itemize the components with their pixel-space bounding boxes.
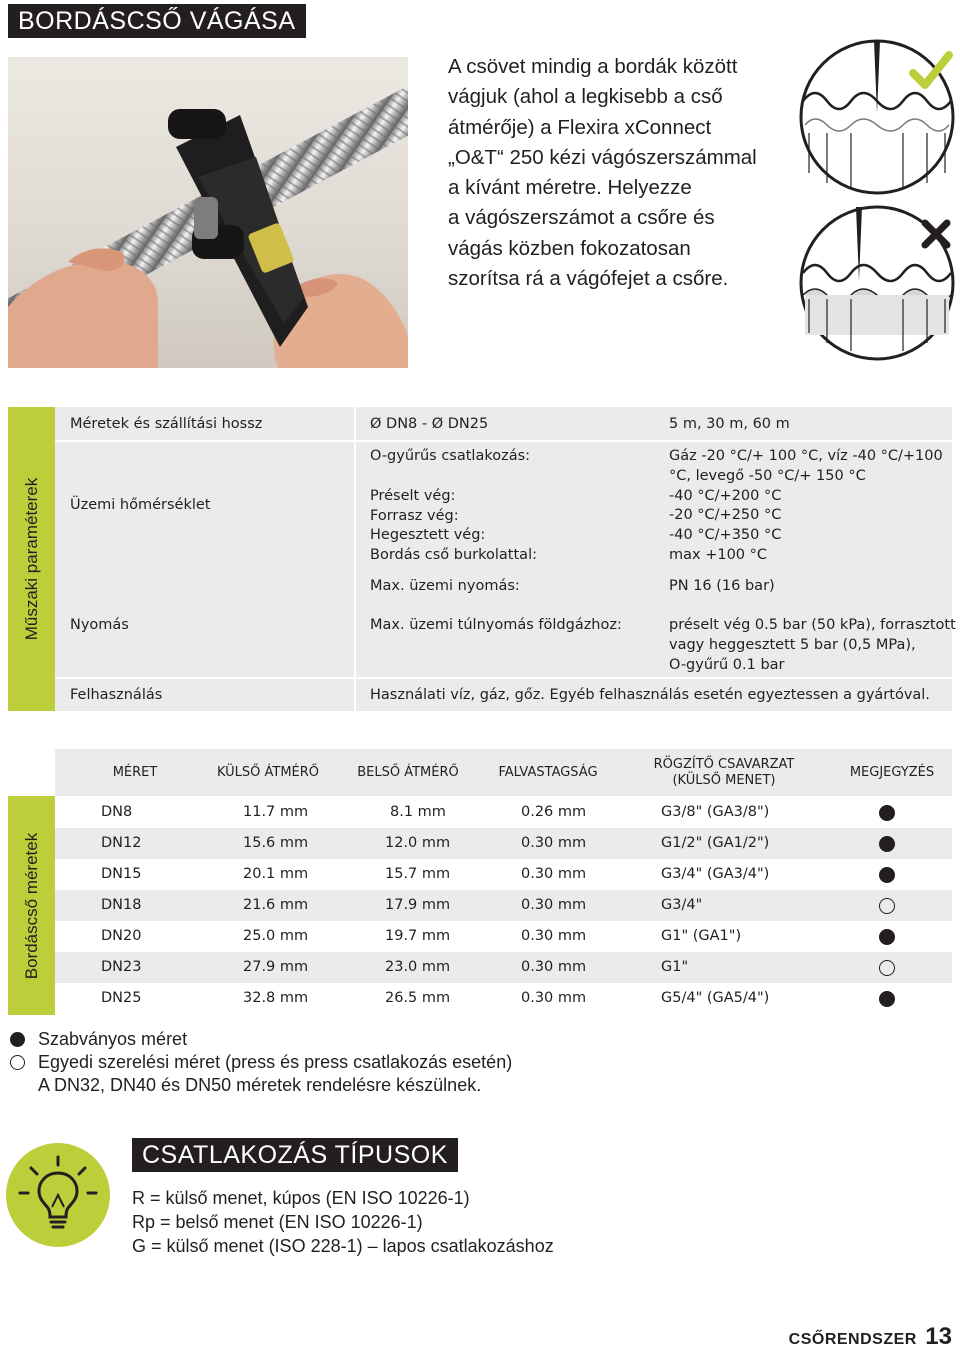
legend-note: A DN32, DN40 és DN50 méretek rendelésre készülnek. xyxy=(38,1075,482,1095)
table-row xyxy=(55,890,952,921)
temperature-item: Préselt vég: xyxy=(370,487,456,504)
table-row xyxy=(55,921,952,952)
cell-size: DN8 xyxy=(101,804,133,820)
cell-thread: G5/4" (GA5/4") xyxy=(661,990,770,1006)
cell-wall: 0.30 mm xyxy=(521,990,587,1006)
tech-side-label: Műszaki paraméterek xyxy=(21,477,41,641)
row-divider xyxy=(55,677,952,679)
connection-type-line: R = külső menet, kúpos (EN ISO 10226-1) xyxy=(132,1188,470,1208)
legend-custom-text: Egyedi szerelési méret (press és press csatlakozás esetén) xyxy=(38,1052,513,1072)
pressure-gas-value: vagy heggesztett 5 bar (0,5 MPa), xyxy=(669,636,916,653)
pressure-gas-value: O-gyűrű 0.1 bar xyxy=(669,656,785,673)
size-range: Ø DN8 - Ø DN25 xyxy=(370,416,489,432)
cell-size: DN23 xyxy=(101,959,142,975)
temperature-value: °C, levegő -50 °C/+ 150 °C xyxy=(669,467,866,484)
table-row xyxy=(55,952,952,983)
intro-line: átmérője) a Flexira xConnect xyxy=(448,115,712,139)
table-row xyxy=(55,828,952,859)
header-wall-thickness: FALVASTAGSÁG xyxy=(498,765,598,780)
cell-outer: 11.7 mm xyxy=(243,804,309,820)
correct-cut-diagram xyxy=(801,41,953,193)
cut-position-diagram xyxy=(797,33,957,363)
cell-size: DN15 xyxy=(101,866,142,882)
connection-types-list xyxy=(132,1186,554,1258)
table-row xyxy=(55,797,952,828)
cell-thread: G3/8" (GA3/8") xyxy=(661,804,770,820)
cell-outer: 15.6 mm xyxy=(243,835,309,851)
connection-type-line: Rp = belső menet (EN ISO 10226-1) xyxy=(132,1212,423,1232)
size-lengths: 5 m, 30 m, 60 m xyxy=(669,416,790,432)
cell-wall: 0.30 mm xyxy=(521,835,587,851)
intro-line: vágás közben fokozatosan xyxy=(448,236,691,260)
cell-inner: 8.1 mm xyxy=(390,804,446,820)
custom-size-circle-icon xyxy=(879,960,895,976)
standard-size-dot-icon xyxy=(10,1032,25,1047)
legend-standard-text: Szabványos méret xyxy=(38,1029,188,1049)
column-divider xyxy=(354,407,356,711)
cell-outer: 25.0 mm xyxy=(243,928,309,944)
cell-outer: 32.8 mm xyxy=(243,990,309,1006)
header-thread-line: (KÜLSŐ MENET) xyxy=(672,773,776,788)
temperature-item: O-gyűrűs csatlakozás: xyxy=(370,448,531,464)
temperature-value: -40 °C/+350 °C xyxy=(669,527,782,544)
footer-brand: CSŐRENDSZER xyxy=(788,1331,917,1348)
cell-inner: 19.7 mm xyxy=(385,928,451,944)
cell-wall: 0.30 mm xyxy=(521,897,587,913)
cell-wall: 0.30 mm xyxy=(521,866,587,882)
header-thread xyxy=(649,757,799,789)
standard-size-dot-icon xyxy=(879,805,895,821)
standard-size-dot-icon xyxy=(879,929,895,945)
temperature-value: max +100 °C xyxy=(669,546,768,563)
header-note: MEGJEGYZÉS xyxy=(849,765,935,780)
temperature-value: -40 °C/+200 °C xyxy=(669,487,782,504)
header-inner-diameter: BELSŐ ÁTMÉRŐ xyxy=(357,765,459,780)
size-label: Méretek és szállítási hossz xyxy=(70,416,263,432)
pressure-item-gas: Max. üzemi túlnyomás földgázhoz: xyxy=(370,617,622,633)
table-row xyxy=(55,983,952,1014)
intro-line: a vágószerszámot a csőre és xyxy=(448,206,715,230)
standard-size-dot-icon xyxy=(879,836,895,852)
page-footer xyxy=(789,1323,952,1349)
pressure-label: Nyomás xyxy=(70,617,129,633)
cell-thread: G3/4" (GA3/4") xyxy=(661,866,770,882)
lightbulb-icon xyxy=(6,1143,110,1247)
pressure-gas-value: préselt vég 0.5 bar (50 kPa), forrasztott xyxy=(669,617,956,633)
header-size: MÉRET xyxy=(112,765,158,780)
usage-value: Használati víz, gáz, gőz. Egyéb felhasználás esetén egyeztessen a gyártóval. xyxy=(370,687,930,703)
cell-wall: 0.26 mm xyxy=(521,804,587,820)
size-legend xyxy=(8,1028,512,1097)
cell-size: DN20 xyxy=(101,928,142,944)
intro-line: a kívánt méretre. Helyezze xyxy=(448,176,692,200)
row-divider xyxy=(55,440,952,442)
cell-size: DN18 xyxy=(101,897,142,913)
cell-size: DN12 xyxy=(101,835,142,851)
cell-wall: 0.30 mm xyxy=(521,928,587,944)
pipe-sizes-table xyxy=(8,749,952,1015)
standard-size-dot-icon xyxy=(879,991,895,1007)
custom-size-circle-icon xyxy=(10,1055,25,1070)
custom-size-circle-icon xyxy=(879,898,895,914)
intro-line: A csövet mindig a bordák között xyxy=(448,55,738,78)
cell-thread: G1" (GA1") xyxy=(661,928,742,944)
header-outer-diameter: KÜLSŐ ÁTMÉRŐ xyxy=(216,765,320,780)
pipe-cutting-photo xyxy=(8,57,408,368)
connection-type-line: G = külső menet (ISO 228-1) – lapos csatlakozáshoz xyxy=(132,1236,554,1256)
legend-standard xyxy=(8,1028,512,1051)
cell-thread: G1/2" (GA1/2") xyxy=(661,835,770,851)
sizes-side-label: Bordáscső méretek xyxy=(21,832,41,979)
cell-outer: 20.1 mm xyxy=(243,866,309,882)
page-number: 13 xyxy=(925,1323,952,1349)
legend-custom xyxy=(8,1051,512,1074)
technical-parameters-table xyxy=(8,407,956,711)
temperature-label: Üzemi hőmérséklet xyxy=(70,497,211,513)
intro-paragraph xyxy=(448,52,793,294)
intro-line: vágjuk (ahol a legkisebb a cső xyxy=(448,85,723,109)
connection-types-title: CSATLAKOZÁS TÍPUSOK xyxy=(132,1138,458,1172)
cell-thread: G3/4" xyxy=(661,897,703,913)
section-title: BORDÁSCSŐ VÁGÁSA xyxy=(8,4,306,38)
cell-outer: 27.9 mm xyxy=(243,959,309,975)
cell-outer: 21.6 mm xyxy=(243,897,309,913)
intro-line: szorítsa rá a vágófejet a csőre. xyxy=(448,267,729,291)
cell-inner: 26.5 mm xyxy=(385,990,451,1006)
cell-inner: 15.7 mm xyxy=(385,866,451,882)
temperature-item: Bordás cső burkolattal: xyxy=(370,547,537,564)
cell-wall: 0.30 mm xyxy=(521,959,587,975)
temperature-items xyxy=(370,447,537,566)
table-header xyxy=(55,749,952,796)
temperature-values xyxy=(669,447,943,566)
pressure-item-max: Max. üzemi nyomás: xyxy=(370,578,520,594)
temperature-value: Gáz -20 °C/+ 100 °C, víz -40 °C/+100 xyxy=(669,448,943,464)
temperature-item: Hegesztett vég: xyxy=(370,527,486,544)
intro-line: „O&T“ 250 kézi vágószerszámmal xyxy=(448,145,757,169)
pressure-max-value: PN 16 (16 bar) xyxy=(669,578,775,594)
cell-size: DN25 xyxy=(101,990,142,1006)
cell-inner: 17.9 mm xyxy=(385,897,451,913)
cell-inner: 12.0 mm xyxy=(385,835,451,851)
header-thread-line: RÖGZÍTŐ CSAVARZAT xyxy=(653,757,795,772)
standard-size-dot-icon xyxy=(879,867,895,883)
tech-side-strip xyxy=(8,407,55,711)
pressure-gas-values xyxy=(669,616,956,675)
usage-label: Felhasználás xyxy=(70,687,163,703)
temperature-value: -20 °C/+250 °C xyxy=(669,507,782,524)
cell-thread: G1" xyxy=(661,959,689,975)
sizes-side-strip xyxy=(8,796,55,1015)
table-row xyxy=(55,859,952,890)
temperature-item: Forrasz vég: xyxy=(370,507,459,524)
cell-inner: 23.0 mm xyxy=(385,959,451,975)
